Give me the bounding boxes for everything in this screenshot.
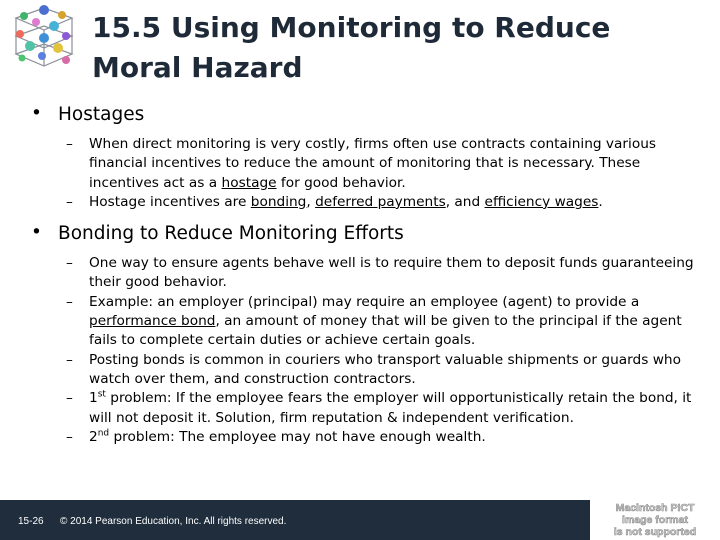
- sub-bullet-text: Example: an employer (principal) may require an employee (agent) to provide a: [89, 293, 640, 310]
- copyright-text: © 2014 Pearson Education, Inc. All rights reserved.: [60, 516, 287, 527]
- placeholder-line: is not supported: [613, 526, 697, 538]
- unsupported-image-placeholder: [590, 500, 720, 540]
- sub-bullet-text: .: [598, 193, 603, 210]
- sub-bullet-text: One way to ensure agents behave well is to require them to deposit funds guaranteeing their good behavior.: [89, 255, 694, 291]
- sub-bullet-text: , and: [445, 193, 485, 210]
- sub-bullet-text: When direct monitoring is very costly, firms often use contracts containing various financial incentives to reduce the amount of monitoring that is necessary. These incentives act as a: [89, 136, 657, 191]
- slide-number: 15-26: [18, 516, 44, 527]
- sub-bullet-dash: –: [66, 193, 73, 210]
- sub-bullet-dash: –: [66, 255, 73, 272]
- sub-bullet: [66, 193, 697, 212]
- sub-bullet: [66, 351, 697, 390]
- term-performance-bond: performance bond: [89, 313, 216, 330]
- sub-bullet-text: for good behavior.: [276, 174, 406, 191]
- sub-bullet-text: Hostage incentives are: [89, 193, 251, 210]
- placeholder-line: Macintosh PICT: [615, 502, 695, 514]
- bullet-text: Bonding to Reduce Monitoring Efforts: [58, 223, 404, 245]
- term-bonding: bonding: [250, 193, 307, 210]
- term-deferred-payments: deferred payments: [315, 193, 446, 210]
- bullet-dot: •: [31, 103, 42, 124]
- bullet-hostages: [31, 103, 720, 126]
- term-efficiency-wages: efficiency wages: [484, 193, 599, 210]
- sub-bullet-text: problem: The employee may not have enough wealth.: [109, 428, 486, 445]
- slide-body: [0, 104, 720, 447]
- sub-bullet-dash: –: [66, 351, 73, 368]
- bullet-text: Hostages: [58, 104, 145, 125]
- sub-bullet-text: ,: [306, 193, 316, 210]
- sub-bullet-text: , an amount of money that will be given to the principal if the agent fails to complete certain duties or achieve certain goals.: [89, 313, 682, 349]
- sub-bullet-dash: –: [66, 390, 73, 407]
- ordinal-suffix: st: [97, 389, 106, 400]
- footer-bar: [0, 500, 590, 540]
- sub-bullet-text: Posting bonds is common in couriers who transport valuable shipments or guards who watch over them, and construction contractors.: [89, 351, 681, 387]
- ordinal-suffix: nd: [97, 428, 110, 439]
- ordinal-number: 1: [89, 390, 98, 407]
- slide-title: [92, 8, 712, 88]
- ordinal-number: 2: [89, 428, 98, 445]
- slide-title-line2: Moral Hazard: [92, 51, 303, 84]
- slide-title-line1: 15.5 Using Monitoring to Reduce: [92, 11, 611, 44]
- bullet-bonding: [31, 222, 720, 245]
- sub-bullet-dash: –: [66, 136, 73, 152]
- molecule-logo-icon: [2, 2, 86, 78]
- term-hostage: hostage: [221, 174, 277, 191]
- sub-bullet-text: problem: If the employee fears the employer will opportunistically retain the bond, it will not deposit it. Solution, firm reputation & independent verification.: [89, 390, 692, 426]
- sub-bullet: [66, 428, 697, 447]
- sub-bullet: [66, 135, 697, 193]
- placeholder-line: image format: [622, 514, 688, 526]
- sub-bullet-dash: –: [66, 428, 73, 445]
- sub-bullet: [66, 389, 697, 428]
- bullet-dot: •: [31, 222, 42, 244]
- sub-bullet-dash: –: [66, 293, 73, 310]
- sub-bullet: [66, 293, 697, 351]
- sub-bullet: [66, 254, 697, 293]
